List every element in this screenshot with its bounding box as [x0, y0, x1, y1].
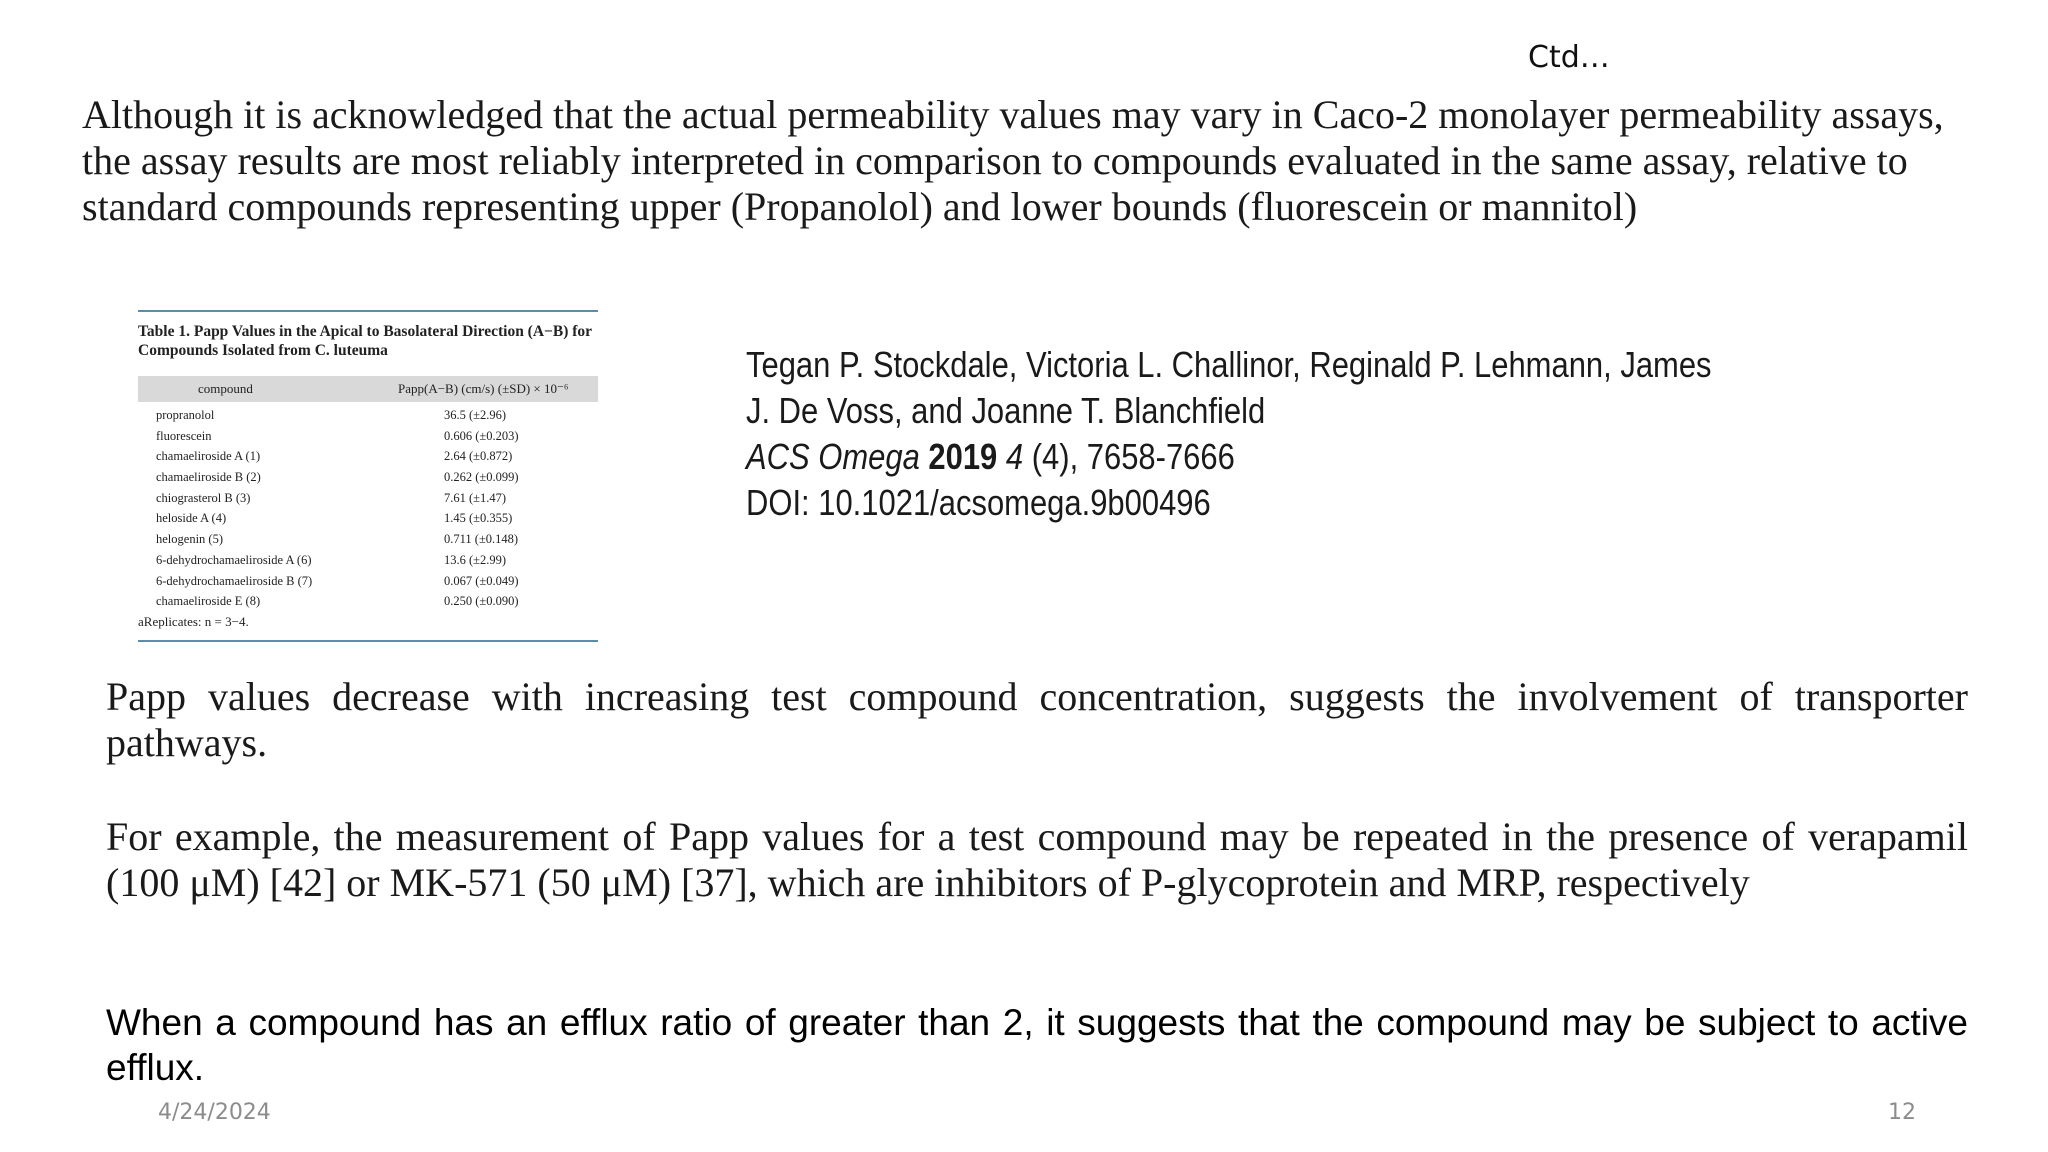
table-header-compound: compound	[198, 381, 253, 396]
table-cell-value: 0.606 (±0.203)	[444, 428, 519, 443]
table-cell-value: 0.067 (±0.049)	[444, 573, 519, 588]
table-cell-value: 2.64 (±0.872)	[444, 449, 513, 464]
footer-date: 4/24/2024	[158, 1100, 271, 1125]
table-cell-value: 36.5 (±2.96)	[444, 408, 507, 422]
table-cell-value: 13.6 (±2.99)	[444, 552, 507, 567]
paragraph-efflux-ratio: When a compound has an efflux ratio of greater than 2, it suggests that the compound may be subject to active efflux.	[106, 1002, 1968, 1088]
table-cell-value: 0.711 (±0.148)	[444, 532, 519, 547]
table-bottom-rule	[138, 640, 598, 642]
paragraph-inhibitor-example: For example, the measurement of Papp values for a test compound may be repeated in the presence of verapamil (100 μM) [42] or MK-571 (50 μM) [37], which are inhibitors of P-glycoprotein and MRP, respectively	[106, 814, 1968, 905]
table-body	[138, 406, 598, 613]
papp-table-figure	[134, 310, 598, 644]
table-caption: Table 1. Papp Values in the Apical to Basolateral Direction (A−B) for Compounds Isolated from C. luteuma	[138, 323, 592, 359]
table-cell-value: 7.61 (±1.47)	[444, 490, 507, 505]
table-row	[138, 427, 598, 448]
table-cell-compound: heloside A (4)	[156, 511, 227, 526]
table-row	[138, 551, 598, 572]
table-cell-compound: chiograsterol B (3)	[156, 490, 251, 505]
table-cell-compound: helogenin (5)	[156, 532, 223, 547]
table-top-rule	[138, 310, 598, 312]
table-row	[138, 489, 598, 510]
table-row	[138, 406, 598, 427]
table-cell-compound: chamaeliroside B (2)	[156, 470, 261, 485]
table-row	[138, 468, 598, 489]
table-row	[138, 530, 598, 551]
table-cell-value: 0.250 (±0.090)	[444, 594, 519, 609]
citation-volume: 4	[1005, 436, 1024, 477]
table-cell-compound: propranolol	[156, 408, 215, 422]
table-cell-compound: chamaeliroside A (1)	[156, 449, 261, 464]
footer-page-number: 12	[1888, 1100, 1916, 1125]
citation-journal: ACS Omega	[746, 436, 920, 477]
citation-block	[746, 342, 1712, 526]
citation-authors-line2: J. De Voss, and Joanne T. Blanchfield	[746, 390, 1266, 431]
citation-authors-line1: Tegan P. Stockdale, Victoria L. Challinor, Reginald P. Lehmann, James	[746, 344, 1712, 385]
table-footnote: aReplicates: n = 3−4.	[138, 614, 249, 629]
table-row	[138, 572, 598, 593]
table-row	[138, 447, 598, 468]
table-cell-compound: fluorescein	[156, 428, 212, 443]
citation-issue-pages: (4), 7658-7666	[1031, 436, 1235, 477]
continued-label: Ctd…	[1528, 40, 1610, 75]
table-cell-compound: 6-dehydrochamaeliroside A (6)	[156, 552, 312, 567]
table-row	[138, 509, 598, 530]
table-header-row	[138, 376, 598, 402]
table-cell-compound: chamaeliroside E (8)	[156, 594, 261, 609]
citation-doi: DOI: 10.1021/acsomega.9b00496	[746, 482, 1211, 523]
table-header-papp: Papp(A−B) (cm/s) (±SD) × 10⁻⁶	[398, 381, 569, 396]
table-cell-value: 0.262 (±0.099)	[444, 470, 519, 485]
citation-reference	[746, 434, 1712, 480]
table-row	[138, 592, 598, 613]
citation-year: 2019	[928, 436, 998, 477]
paragraph-papp-concentration: Papp values decrease with increasing test compound concentration, suggests the involvement of transporter pathways.	[106, 674, 1968, 765]
table-cell-value: 1.45 (±0.355)	[444, 511, 513, 526]
intro-paragraph: Although it is acknowledged that the actual permeability values may vary in Caco-2 monolayer permeability assays, the assay results are most reliably interpreted in comparison to compounds evaluated in the same assay, relative to standard compounds representing upper (Propanolol) and lower bounds (fluorescein or mannitol)	[82, 92, 1944, 229]
table-cell-compound: 6-dehydrochamaeliroside B (7)	[156, 573, 313, 588]
